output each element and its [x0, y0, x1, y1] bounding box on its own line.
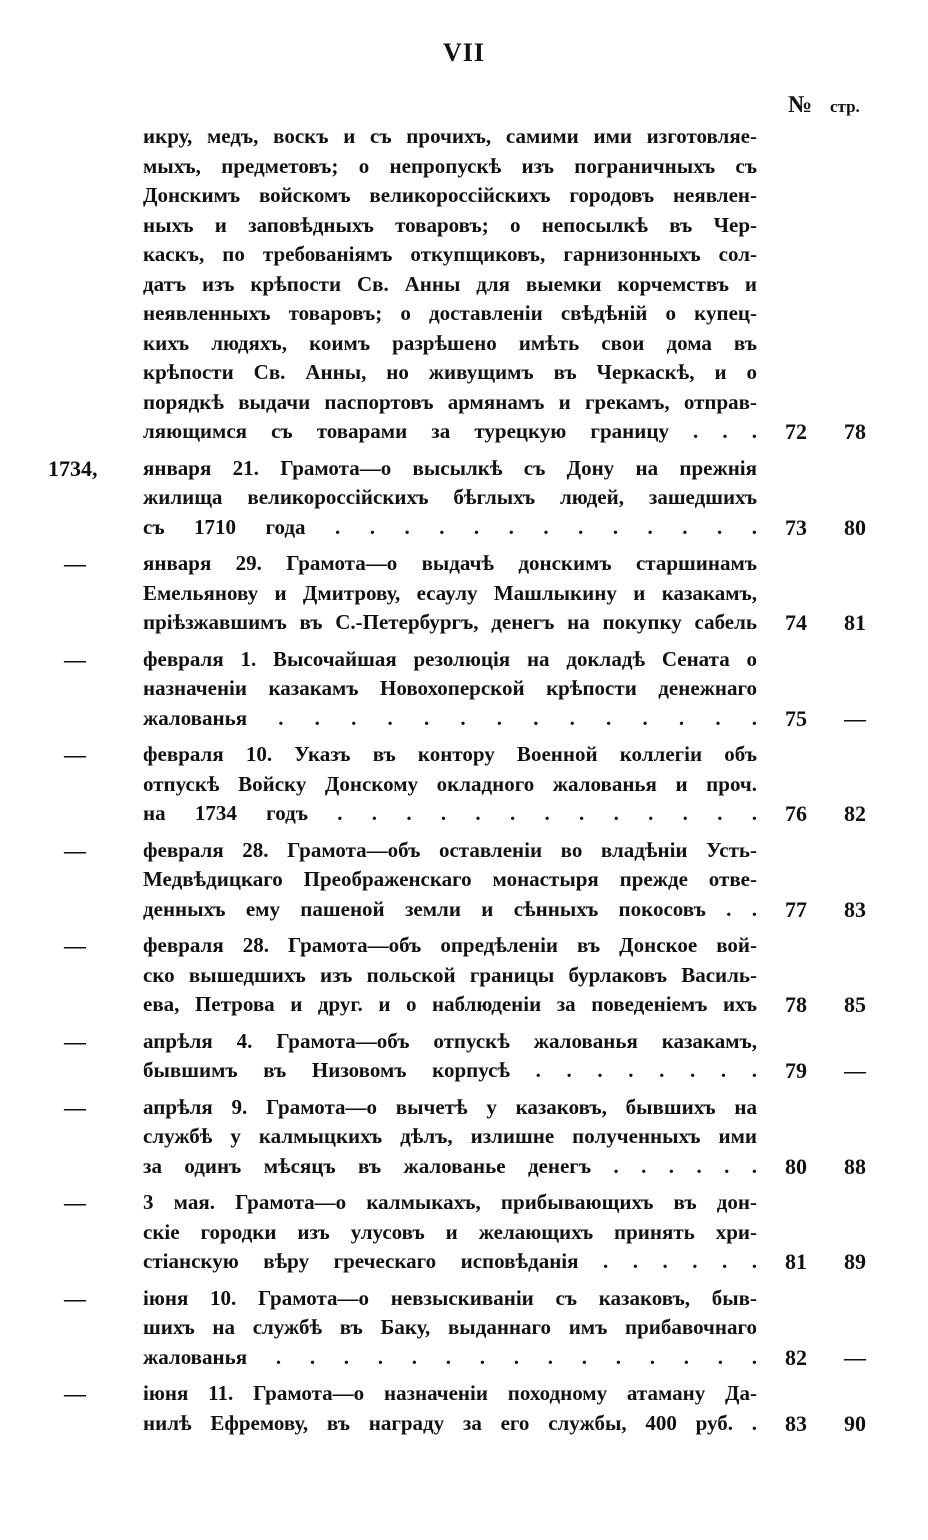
column-header-page: стр.: [830, 97, 860, 116]
entry-text-line: на 1734 годъ . . . . . . . . . . . . .: [143, 801, 757, 825]
entry-text-line: жилища великороссійскихъ бѣглыхъ людей, зашедшихъ: [143, 485, 757, 509]
page-reference: 85: [844, 992, 866, 1017]
entry-year: 1734,: [48, 455, 98, 481]
toc-entry: [0, 1027, 928, 1086]
entry-text-line: февраля 10. Указъ въ контору Военной коллегіи объ: [143, 742, 757, 766]
entry-text-line: января 21. Грамота—о высылкѣ съ Дону на прежнія: [143, 455, 757, 480]
document-number: 77: [785, 896, 807, 922]
entry-text-line: денныхъ ему пашеной земли и сѣнныхъ покосовъ . .: [143, 896, 757, 921]
document-number: 80: [785, 1153, 807, 1179]
toc-entry: [0, 1093, 928, 1182]
ditto-dash: —: [64, 837, 86, 863]
toc-entry: [0, 1379, 928, 1438]
toc-entry: [0, 1284, 928, 1373]
page-reference: 88: [844, 1153, 866, 1179]
entry-text-line: мыхъ, предметовъ; о непропускѣ изъ пограничныхъ съ: [143, 153, 757, 178]
entry-text-line: назначеніи казакамъ Новохоперской крѣпости денежнаго: [143, 676, 757, 700]
page-reference: 80: [844, 514, 866, 540]
entry-text-line: іюня 11. Грамота—о назначеніи походному атаману Да-: [143, 1381, 757, 1405]
entry-text-line: апрѣля 4. Грамота—объ отпускѣ жалованья казакамъ,: [143, 1028, 757, 1053]
ditto-dash: —: [64, 646, 86, 672]
page-reference: —: [844, 1058, 866, 1083]
entry-text-line: крѣпости Св. Анны, но живущимъ въ Черкаскѣ, и о: [143, 360, 757, 384]
document-number: 82: [785, 1344, 807, 1370]
entry-text-line: января 29. Грамота—о выдачѣ донскимъ старшинамъ: [143, 551, 757, 575]
ditto-dash: —: [64, 1285, 86, 1311]
toc-entry: [0, 645, 928, 734]
entry-text-line: датъ изъ крѣпости Св. Анны для выемки корчемствъ и: [143, 271, 757, 296]
entry-text-line: февраля 28. Грамота—объ оставленіи во владѣніи Усть-: [143, 837, 757, 862]
entry-text-line: икру, медъ, воскъ и съ прочихъ, самими ими изготовляе-: [143, 124, 757, 148]
toc-entry: [0, 122, 928, 447]
entry-text-line: порядкѣ выдачи паспортовъ армянамъ и грекамъ, отправ-: [143, 389, 757, 414]
entry-text-line: стіанскую вѣру греческаго исповѣданія . . . . . .: [143, 1249, 757, 1273]
entry-text-line: ева, Петрова и друг. и о наблюденіи за поведеніемъ ихъ: [143, 992, 757, 1016]
page-number: VII: [442, 38, 485, 67]
entry-text-line: нилѣ Ефремову, въ награду за его службы, 400 руб. .: [143, 1410, 757, 1435]
ditto-dash: —: [64, 551, 86, 576]
document-number: 81: [785, 1249, 807, 1274]
entry-text-line: шихъ на службѣ въ Баку, выданнаго имъ прибавочнаго: [143, 1315, 757, 1339]
document-number: 75: [785, 705, 807, 731]
entry-text-line: ско вышедшихъ изъ польской границы бурлаковъ Василь-: [143, 962, 757, 987]
page-reference: 81: [844, 610, 866, 635]
entry-text-line: февраля 1. Высочайшая резолюція на докладѣ Сената о: [143, 646, 757, 671]
entry-text-line: каскъ, по требованіямъ откупщиковъ, гарнизонныхъ сол-: [143, 242, 757, 266]
document-number: 76: [785, 801, 807, 826]
document-number: 83: [785, 1410, 807, 1436]
entry-text-line: Медвѣдицкаго Преображенскаго монастыря прежде отве-: [143, 867, 757, 891]
page-reference: 78: [844, 419, 866, 444]
entry-text-line: пріѣзжавшимъ въ С.-Петербургъ, денегъ на покупку сабель: [143, 610, 757, 634]
ditto-dash: —: [64, 742, 86, 767]
page-reference: —: [844, 705, 866, 731]
toc-entry: [0, 740, 928, 829]
entry-text-line: ныхъ и заповѣдныхъ товаровъ; о непосылкѣ въ Чер-: [143, 212, 757, 237]
entry-text-line: за одинъ мѣсяцъ въ жалованье денегъ . . . . . .: [143, 1153, 757, 1178]
ditto-dash: —: [64, 1190, 86, 1215]
document-number: 74: [785, 610, 807, 635]
column-header-number: №: [788, 92, 813, 118]
page-reference: 83: [844, 896, 866, 922]
document-number: 72: [785, 419, 807, 444]
entry-text-line: 3 мая. Грамота—о калмыкахъ, прибывающихъ въ дон-: [143, 1190, 757, 1214]
entry-text-line: іюня 10. Грамота—о невзыскиваніи съ казаковъ, быв-: [143, 1285, 757, 1310]
toc-entry: [0, 1188, 928, 1277]
entry-text-line: Донскимъ войскомъ великороссійскихъ городовъ неявлен-: [143, 183, 757, 207]
document-number: 79: [785, 1058, 807, 1083]
ditto-dash: —: [64, 933, 86, 958]
entry-text-line: неявленныхъ товаровъ; о доставленіи свѣдѣній о купец-: [143, 301, 757, 325]
toc-entry: [0, 836, 928, 925]
page-reference: —: [844, 1344, 866, 1370]
ditto-dash: —: [64, 1028, 86, 1054]
document-number: 78: [785, 992, 807, 1017]
entry-text-line: жалованья . . . . . . . . . . . . . . .: [143, 1344, 757, 1369]
entry-text-line: отпускѣ Войску Донскому окладного жалованья и проч.: [143, 771, 757, 796]
page-reference: 90: [844, 1410, 866, 1436]
entry-text-line: скіе городки изъ улусовъ и желающихъ принять хри-: [143, 1219, 757, 1244]
entry-text-line: апрѣля 9. Грамота—о вычетѣ у казаковъ, бывшихъ на: [143, 1094, 757, 1119]
table-of-contents: [0, 122, 928, 1438]
entry-text-line: кихъ людяхъ, коимъ разрѣшено имѣть свои дома въ: [143, 330, 757, 355]
entry-text-line: ляющимся съ товарами за турецкую границу . . .: [143, 419, 757, 443]
ditto-dash: —: [64, 1381, 86, 1406]
entry-text-line: бывшимъ въ Низовомъ корпусѣ . . . . . . . .: [143, 1058, 757, 1082]
entry-text-line: съ 1710 года . . . . . . . . . . . . .: [143, 514, 757, 539]
page-reference: 82: [844, 801, 866, 826]
ditto-dash: —: [64, 1094, 86, 1120]
toc-entry: [0, 931, 928, 1020]
entry-text-line: Емельянову и Дмитрову, есаулу Машлыкину и казакамъ,: [143, 580, 757, 605]
entry-text-line: службѣ у калмыцкихъ дѣлъ, излишне полученныхъ ими: [143, 1124, 757, 1148]
toc-entry: [0, 549, 928, 638]
entry-text-line: февраля 28. Грамота—объ опредѣленіи въ Донское вой-: [143, 933, 757, 957]
document-number: 73: [785, 514, 807, 540]
page-reference: 89: [844, 1249, 866, 1274]
entry-text-line: жалованья . . . . . . . . . . . . . .: [143, 705, 757, 730]
toc-entry: [0, 454, 928, 543]
